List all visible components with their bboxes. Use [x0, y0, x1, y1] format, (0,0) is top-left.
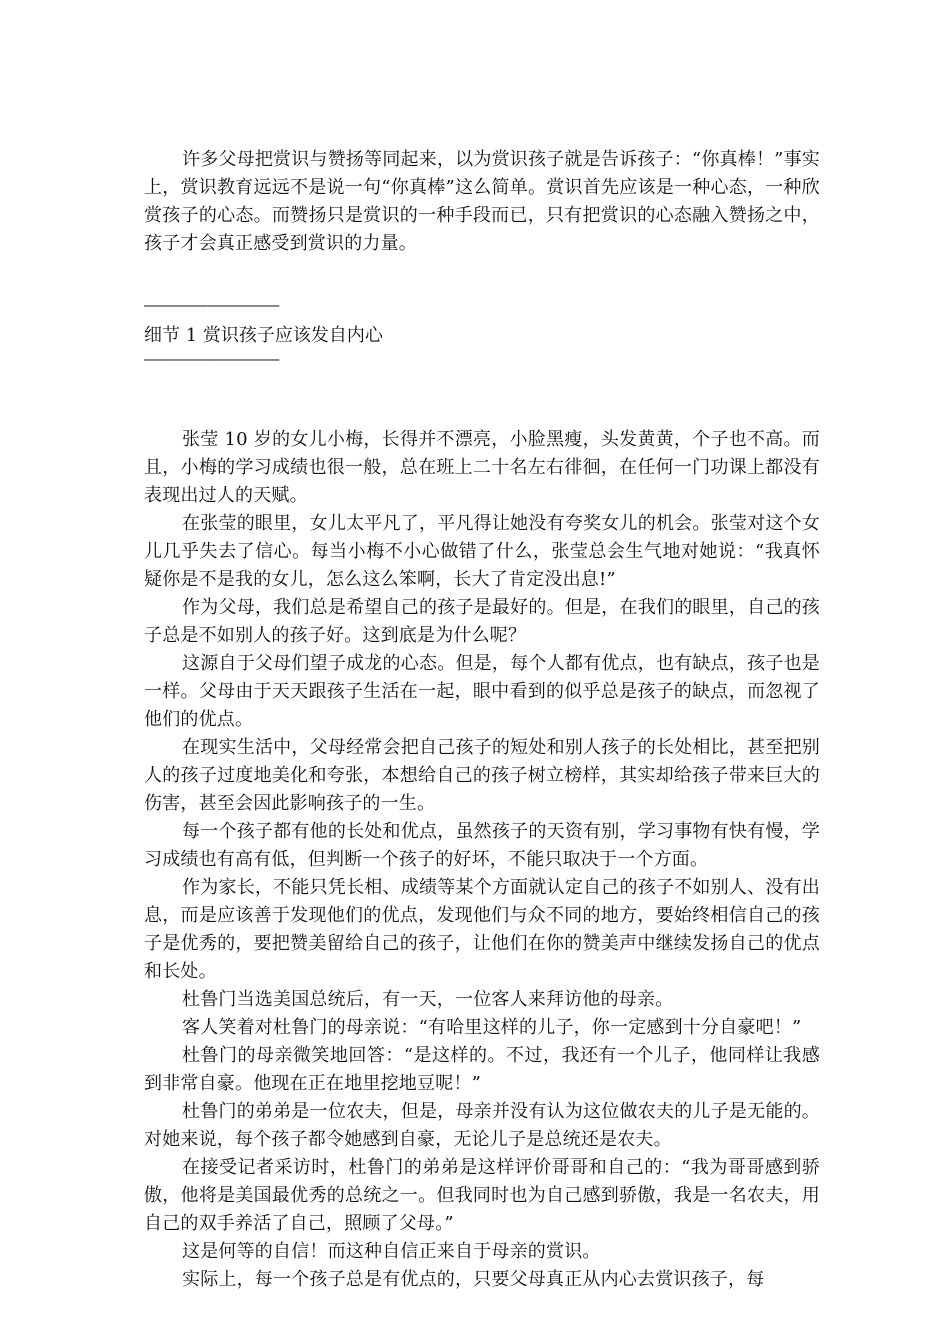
- body-paragraph: 客人笑着对杜鲁门的母亲说：“有哈里这样的儿子，你一定感到十分自豪吧！”: [182, 1017, 802, 1038]
- separator-line-bottom: ———————————————: [144, 350, 280, 368]
- body-paragraph: 作为家长，不能只凭长相、成绩等某个方面就认定自己的孩子不如别人、没有出息，而是应该善于发现他们的优点，发现他们与众不同的地方，要始终相信自己的孩子是优秀的，要把赞美留给自己的孩子，让他们在你的赞美声中继续发扬自己的优点和长处。: [144, 877, 820, 982]
- body-paragraph: 杜鲁门当选美国总统后，有一天，一位客人来拜访他的母亲。: [182, 989, 674, 1010]
- body-paragraph: 在张莹的眼里，女儿太平凡了，平凡得让她没有夸奖女儿的机会。张莹对这个女儿几乎失去了信心。每当小梅不小心做错了什么，张莹总会生气地对她说：“我真怀疑你是不是我的女儿，怎么这么笨啊，长大了肯定没出息!”: [144, 513, 820, 590]
- section-heading: 细节 1 赏识孩子应该发自内心: [144, 325, 383, 346]
- body-paragraph: 杜鲁门的母亲微笑地回答：“是这样的。不过，我还有一个儿子，他同样让我感到非常自豪。他现在正在地里挖地豆呢！”: [144, 1045, 820, 1094]
- body-paragraph: 杜鲁门的弟弟是一位农夫，但是，母亲并没有认为这位做农夫的儿子是无能的。对她来说，每个孩子都令她感到自豪，无论儿子是总统还是农夫。: [144, 1101, 820, 1150]
- body-paragraph: 作为父母，我们总是希望自己的孩子是最好的。但是，在我们的眼里，自己的孩子总是不如别人的孩子好。这到底是为什么呢？: [144, 597, 820, 646]
- body-paragraph: 实际上，每一个孩子总是有优点的，只要父母真正从内心去赏识孩子，每: [182, 1269, 765, 1290]
- intro-paragraph: 许多父母把赏识与赞扬等同起来，以为赏识孩子就是告诉孩子：“你真棒！”事实上，赏识教育远远不是说一句“你真棒”这么简单。赏识首先应该是一种心态，一种欣赏孩子的心态。而赞扬只是赏识的一种手段而已，只有把赏识的心态融入赞扬之中，孩子才会真正感受到赏识的力量。: [144, 149, 820, 254]
- body-paragraph: 每一个孩子都有他的长处和优点，虽然孩子的天资有别，学习事物有快有慢，学习成绩也有高有低，但判断一个孩子的好坏，不能只取决于一个方面。: [144, 821, 820, 870]
- body-paragraph: 张莹 10 岁的女儿小梅，长得并不漂亮，小脸黑瘦，头发黄黄，个子也不高。而且，小梅的学习成绩也很一般，总在班上二十名左右徘徊，在任何一门功课上都没有表现出过人的天赋。: [144, 429, 820, 506]
- body-text: [144, 426, 820, 1294]
- body-paragraph: 在接受记者采访时，杜鲁门的弟弟是这样评价哥哥和自己的：“我为哥哥感到骄傲，他将是美国最优秀的总统之一。但我同时也为自己感到骄傲，我是一名农夫，用自己的双手养活了自己，照顾了父母。”: [144, 1157, 820, 1234]
- body-paragraph: 这源自于父母们望子成龙的心态。但是，每个人都有优点，也有缺点，孩子也是一样。父母由于天天跟孩子生活在一起，眼中看到的似乎总是孩子的缺点，而忽视了他们的优点。: [144, 653, 820, 730]
- separator-line-top: ———————————————: [144, 296, 280, 314]
- body-paragraph: 在现实生活中，父母经常会把自己孩子的短处和别人孩子的长处相比，甚至把别人的孩子过度地美化和夸张，本想给自己的孩子树立榜样，其实却给孩子带来巨大的伤害，甚至会因此影响孩子的一生。: [144, 737, 820, 814]
- body-paragraph: 这是何等的自信！而这种自信正来自于母亲的赏识。: [182, 1241, 601, 1262]
